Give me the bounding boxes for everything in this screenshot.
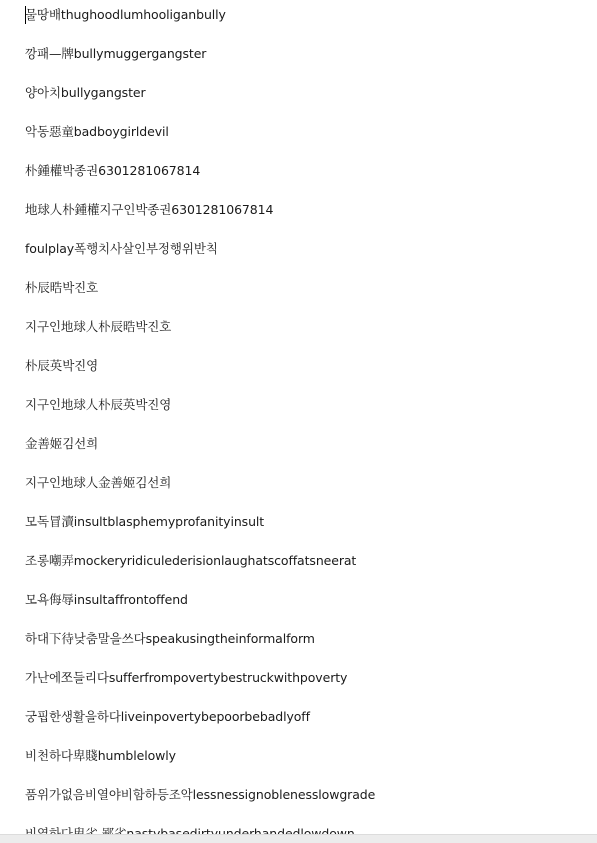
text-line[interactable]: 물땅배thughoodlumhooliganbully — [25, 7, 226, 22]
text-line[interactable]: foulplay폭행치사살인부정행위반칙 — [25, 241, 218, 256]
text-line[interactable]: 지구인地球人金善姬김선희 — [25, 475, 172, 490]
text-line[interactable]: 地球人朴鍾權지구인박종권6301281067814 — [25, 202, 274, 217]
text-line[interactable]: 비천하다卑賤humblelowly — [25, 748, 176, 763]
text-line[interactable]: 朴辰晧박진호 — [25, 280, 99, 295]
text-line[interactable]: 하대下待낮춤말을쓰다speakusingtheinformalform — [25, 631, 315, 646]
text-line[interactable]: 지구인地球人朴辰英박진영 — [25, 397, 172, 412]
text-line[interactable]: 품위가없음비열야비함하등조악lessnessignoblenesslowgrade — [25, 787, 376, 802]
text-line[interactable]: 金善姬김선희 — [25, 436, 99, 451]
text-line[interactable]: 궁핍한생활을하다liveinpovertybepoorbebadlyoff — [25, 709, 310, 724]
text-line[interactable]: 朴辰英박진영 — [25, 358, 99, 373]
horizontal-scrollbar[interactable] — [0, 834, 597, 843]
text-line[interactable]: 가난에쪼들리다sufferfrompovertybestruckwithpoverty — [25, 670, 348, 685]
text-line[interactable]: 조롱嘲弄mockeryridiculederisionlaughatscoffatsneerat — [25, 553, 357, 568]
document-body[interactable] — [25, 6, 375, 843]
text-line[interactable]: 양아치bullygangster — [25, 85, 146, 100]
text-line[interactable]: 모욕侮辱insultaffrontoffend — [25, 592, 188, 607]
text-line[interactable]: 악동惡童badboygirldevil — [25, 124, 169, 139]
text-line[interactable]: 朴鍾權박종권6301281067814 — [25, 163, 201, 178]
text-line[interactable]: 모독冒瀆insultblasphemyprofanityinsult — [25, 514, 265, 529]
text-line[interactable]: 깡패—牌bullymuggergangster — [25, 46, 207, 61]
text-line[interactable]: 지구인地球人朴辰晧박진호 — [25, 319, 172, 334]
